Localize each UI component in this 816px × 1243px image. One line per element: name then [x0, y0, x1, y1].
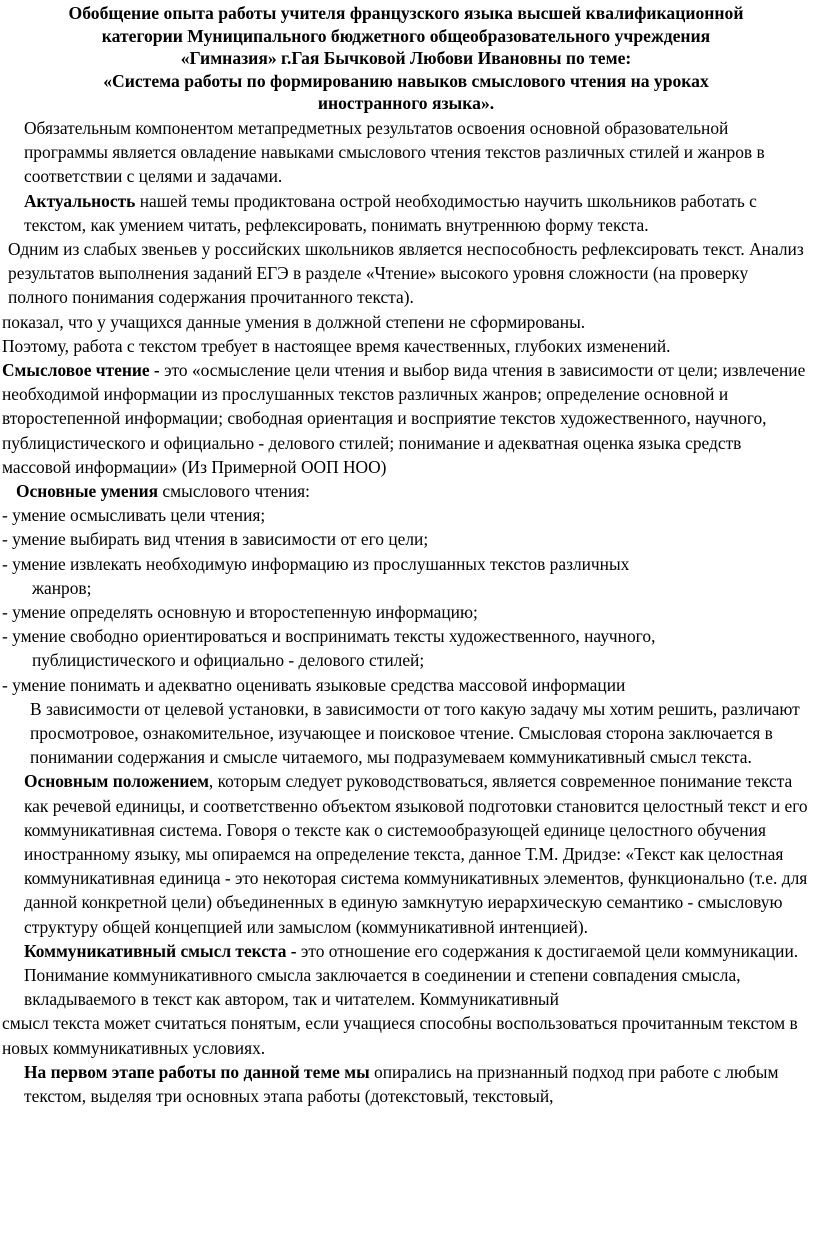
paragraph-conclusion: [2, 310, 810, 358]
conclusion-line-1: показал, что у учащихся данные умения в должной степени не сформированы.: [2, 311, 586, 332]
skills-heading: Основные умения: [16, 481, 159, 502]
skill-item-5-cont: публицистического и официально - делового стилей;: [32, 650, 425, 671]
title-line-3: «Гимназия» г.Гая Бычковой Любови Ивановны по теме:: [180, 48, 632, 69]
paragraph-relevance: [2, 189, 810, 237]
relevance-text: нашей темы продиктована острой необходимостью научить школьников работать с текстом, как умением читать, рефлексировать, понимать внутреннюю форму текста.: [24, 190, 757, 235]
main-position-text: , которым следует руководствоваться, является современное понимание текста как речевой единицы, и соответственно объектом языковой подготовки становится целостный текст и его коммуникативная система. Говоря о тексте как о системообразующей единице целостного обучения иностранному языку, мы опираемся на определение текста, данное Т.М. Дридзе: «Текст как целостная коммуникативная единица - это некоторая система коммуникативных элементов, функционально (т.е. для данной конкретной цели) объединенных в единую замкнутую иерархическую семантико - смысловую структуру общей концепцией или замыслом (коммуникативной интенцией).: [24, 771, 808, 937]
first-stage-heading: На первом этапе работы по данной теме мы: [24, 1061, 370, 1082]
main-position-heading: Основным положением: [24, 771, 209, 792]
document-title: [2, 2, 810, 115]
title-line-2: категории Муниципального бюджетного общеобразовательного учреждения: [101, 25, 711, 46]
skill-item-4: - умение определять основную и второстепенную информацию;: [2, 602, 478, 623]
paragraph-first-stage: [2, 1060, 810, 1108]
communicative-sense-line-end: Коммуникативный: [419, 989, 559, 1010]
skill-item-6: - умение понимать и адекватно оценивать языковые средства массовой информации: [2, 674, 626, 695]
communicative-sense-text: это отношение его содержания к достигаемой цели коммуникации. Понимание коммуникативного смысла заключается в соединении и степени совпадения смысла, вкладываемого в текст как автором, так и читателем.: [24, 940, 799, 1010]
skill-item-5: - умение свободно ориентироваться и воспринимать тексты художественного, научного,: [2, 626, 656, 647]
skills-heading-text: смыслового чтения:: [158, 481, 310, 502]
skill-item-1: - умение осмысливать цели чтения;: [2, 505, 266, 526]
first-stage-text: опирались на признанный подход при работе с любым текстом, выделяя три основных этапа работы (дотекстовый, текстовый,: [24, 1061, 779, 1107]
definition-text: это «осмысление цели чтения и выбор вида чтения в зависимости от цели; извлечение необходимой информации из прослушанных текстов различных жанров; определение основной и второстепенной информации; свободная ориентация и восприятие текстов художественного, научного, публицистического и официально - делового стилей; понимание и адекватная оценка языка средств массовой информации» (Из Примерной ООП НОО): [2, 360, 806, 477]
paragraph-weakness: Одним из слабых звеньев у российских школьников является неспособность рефлексировать текст. Анализ результатов выполнения заданий ЕГЭ в разделе «Чтение» высокого уровня сложности (на проверку полного понимания содержания прочитанного текста).: [8, 238, 804, 308]
title-line-1: Обобщение опыта работы учителя французского языка высшей квалификационной: [68, 3, 744, 23]
skills-heading-line: [2, 479, 810, 503]
skills-list: [2, 503, 810, 697]
paragraph-intro: Обязательным компонентом метапредметных результатов освоения основной образовательной программы является овладение навыками смыслового чтения текстов различных стилей и жанров в соответствии с целями и задачами.: [24, 117, 765, 187]
skill-item-2: - умение выбирать вид чтения в зависимости от его цели;: [2, 529, 429, 550]
paragraph-reading-types: В зависимости от целевой установки, в зависимости от того какую задачу мы хотим решить, различают просмотровое, ознакомительное, изучающее и поисковое чтение. Смысловая сторона заключается в понимании содержания и смысле читаемого, мы подразумеваем коммуникативный смысл текста.: [30, 698, 800, 768]
paragraph-definition: [2, 358, 810, 479]
skill-item-3-cont: жанров;: [32, 577, 92, 598]
communicative-sense-heading: Коммуникативный смысл текста -: [24, 940, 297, 961]
relevance-heading: Актуальность: [24, 190, 136, 211]
conclusion-line-2: Поэтому, работа с текстом требует в настоящее время качественных, глубоких изменений.: [2, 335, 671, 356]
skill-item-3: - умение извлекать необходимую информацию из прослушанных текстов различных: [2, 553, 630, 574]
paragraph-communicative-sense-cont: смысл текста может считаться понятым, если учащиеся способны воспользоваться прочитанным текстом в новых коммуникативных условиях.: [2, 1013, 798, 1058]
title-line-4: «Система работы по формированию навыков смыслового чтения на уроках: [103, 70, 709, 91]
paragraph-communicative-sense: [2, 939, 810, 1012]
paragraph-main-position: [2, 769, 810, 938]
title-line-5: иностранного языка».: [317, 93, 495, 114]
definition-heading: Смысловое чтение -: [2, 360, 160, 380]
